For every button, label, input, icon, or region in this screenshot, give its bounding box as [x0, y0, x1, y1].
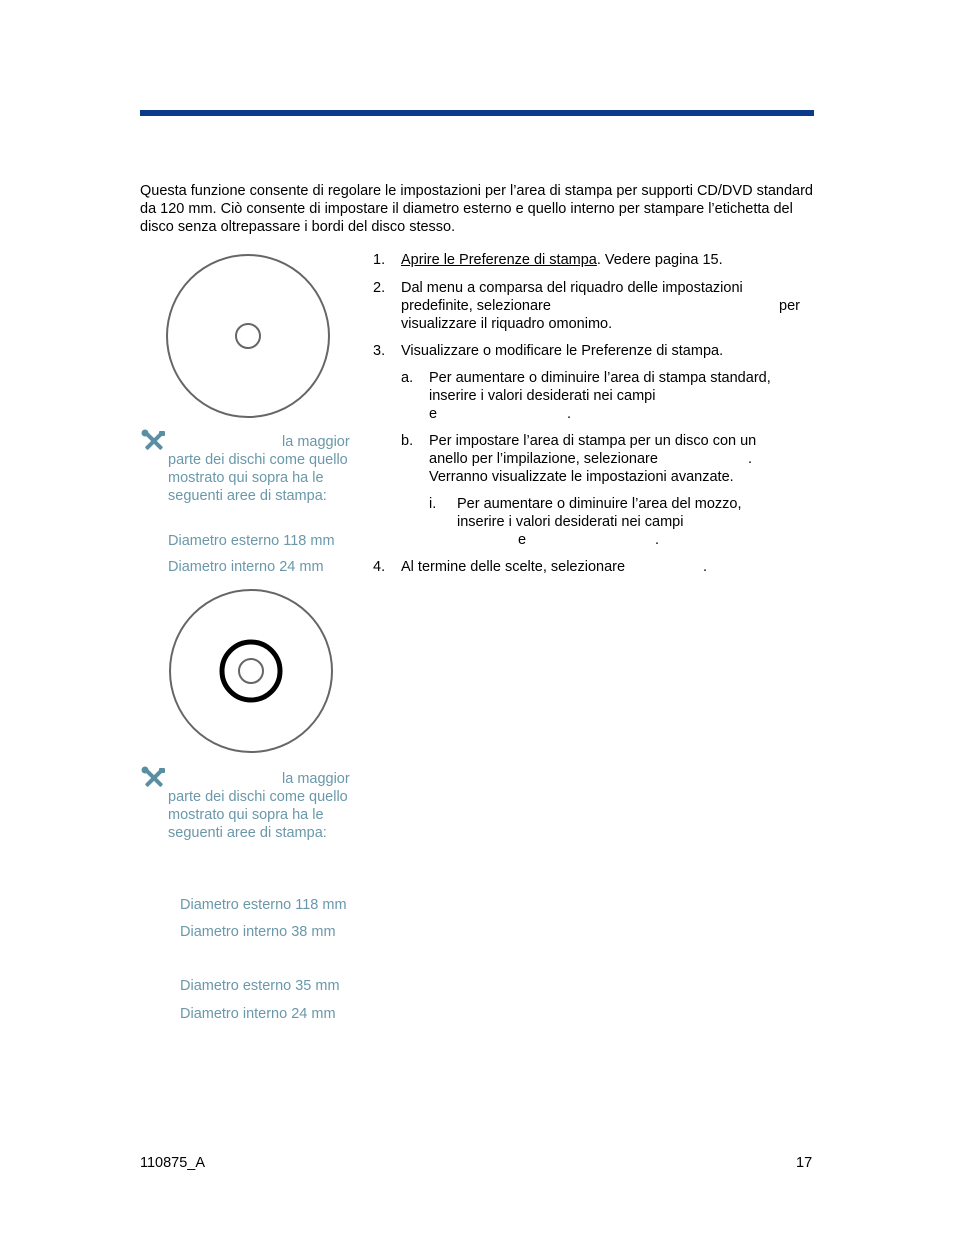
tip2-value-2: Diametro interno 38 mm	[180, 924, 336, 940]
step-text-line: .	[655, 532, 660, 548]
step-number: 4.	[373, 559, 386, 575]
step-text: Al termine delle scelte, selezionare	[401, 559, 626, 575]
tip2-value-3: Diametro esterno 35 mm	[180, 978, 340, 994]
step-text-line: Per aumentare o diminuire l’area di stampa standard,	[429, 370, 771, 386]
step-number: 3.	[373, 343, 386, 359]
tip1-value-inner: Diametro interno 24 mm	[168, 559, 324, 575]
step-number: b.	[401, 433, 414, 449]
step-text-line: inserire i valori desiderati nei campi	[429, 388, 656, 404]
printing-preferences-link[interactable]: Aprire le Preferenze di stampa	[401, 252, 597, 268]
tip2-text: parte dei dischi come quello mostrato qui sopra ha le seguenti aree di stampa:	[168, 789, 348, 841]
step-text: . Vedere pagina 15.	[596, 252, 723, 268]
step-number: a.	[401, 370, 414, 386]
step-3b	[401, 432, 811, 486]
tools-icon	[141, 766, 167, 790]
disc-hub-hole	[239, 659, 263, 683]
tip2-lead: la maggior	[282, 771, 350, 787]
tools-icon	[141, 429, 167, 453]
step-text: Visualizzare o modificare le Preferenze di stampa.	[401, 343, 724, 359]
intro-paragraph: Questa funzione consente di regolare le impostazioni per l’area di stampa per supporti CD/DVD standard da 120 mm. Ciò consente di impostare il diametro esterno e quello interno per stampare l’etichetta del disco senza oltrepassare i bordi del disco stesso.	[140, 183, 813, 235]
step-text-line: .	[567, 406, 572, 422]
step-number: 2.	[373, 280, 386, 296]
step-3a	[401, 369, 811, 423]
step-number: 1.	[373, 252, 386, 268]
header-rule	[140, 110, 814, 116]
cd-disc-standard-diagram	[164, 253, 332, 419]
step-text-line: e	[518, 532, 527, 548]
step-3b-i	[429, 495, 809, 549]
step-text-line: inserire i valori desiderati nei campi	[457, 514, 684, 530]
cd-disc-stacking-ring-diagram	[167, 589, 335, 755]
step-text-line: per	[779, 298, 800, 314]
disc-stacking-ring	[222, 642, 280, 700]
disc-outer-edge	[170, 590, 332, 752]
step-2	[373, 279, 813, 333]
tip1-value-outer: Diametro esterno 118 mm	[168, 533, 335, 549]
step-text-line: anello per l’impilazione, selezionare	[429, 451, 658, 467]
step-text-line: Per aumentare o diminuire l’area del mozzo,	[457, 496, 742, 512]
step-text-line: e	[429, 406, 438, 422]
disc-hub-hole	[236, 324, 260, 348]
document-code: 110875_A	[140, 1155, 206, 1171]
step-text: .	[703, 559, 708, 575]
step-text-line: Dal menu a comparsa del riquadro delle impostazioni	[401, 280, 743, 296]
tip2-value-4: Diametro interno 24 mm	[180, 1006, 336, 1022]
page-number: 17	[796, 1155, 813, 1171]
tip2-value-1: Diametro esterno 118 mm	[180, 897, 347, 913]
tip1-text: parte dei dischi come quello mostrato qui sopra ha le seguenti aree di stampa:	[168, 452, 348, 504]
step-text-line: Verranno visualizzate le impostazioni avanzate.	[429, 469, 734, 485]
step-text-line: .	[748, 451, 753, 467]
step-text-line: predefinite, selezionare	[401, 298, 551, 314]
step-number: i.	[429, 496, 437, 512]
step-text-line: visualizzare il riquadro omonimo.	[401, 316, 613, 332]
disc-outer-edge	[167, 255, 329, 417]
step-text-line: Per impostare l’area di stampa per un disco con un	[429, 433, 757, 449]
tip1-lead: la maggior	[282, 434, 350, 450]
